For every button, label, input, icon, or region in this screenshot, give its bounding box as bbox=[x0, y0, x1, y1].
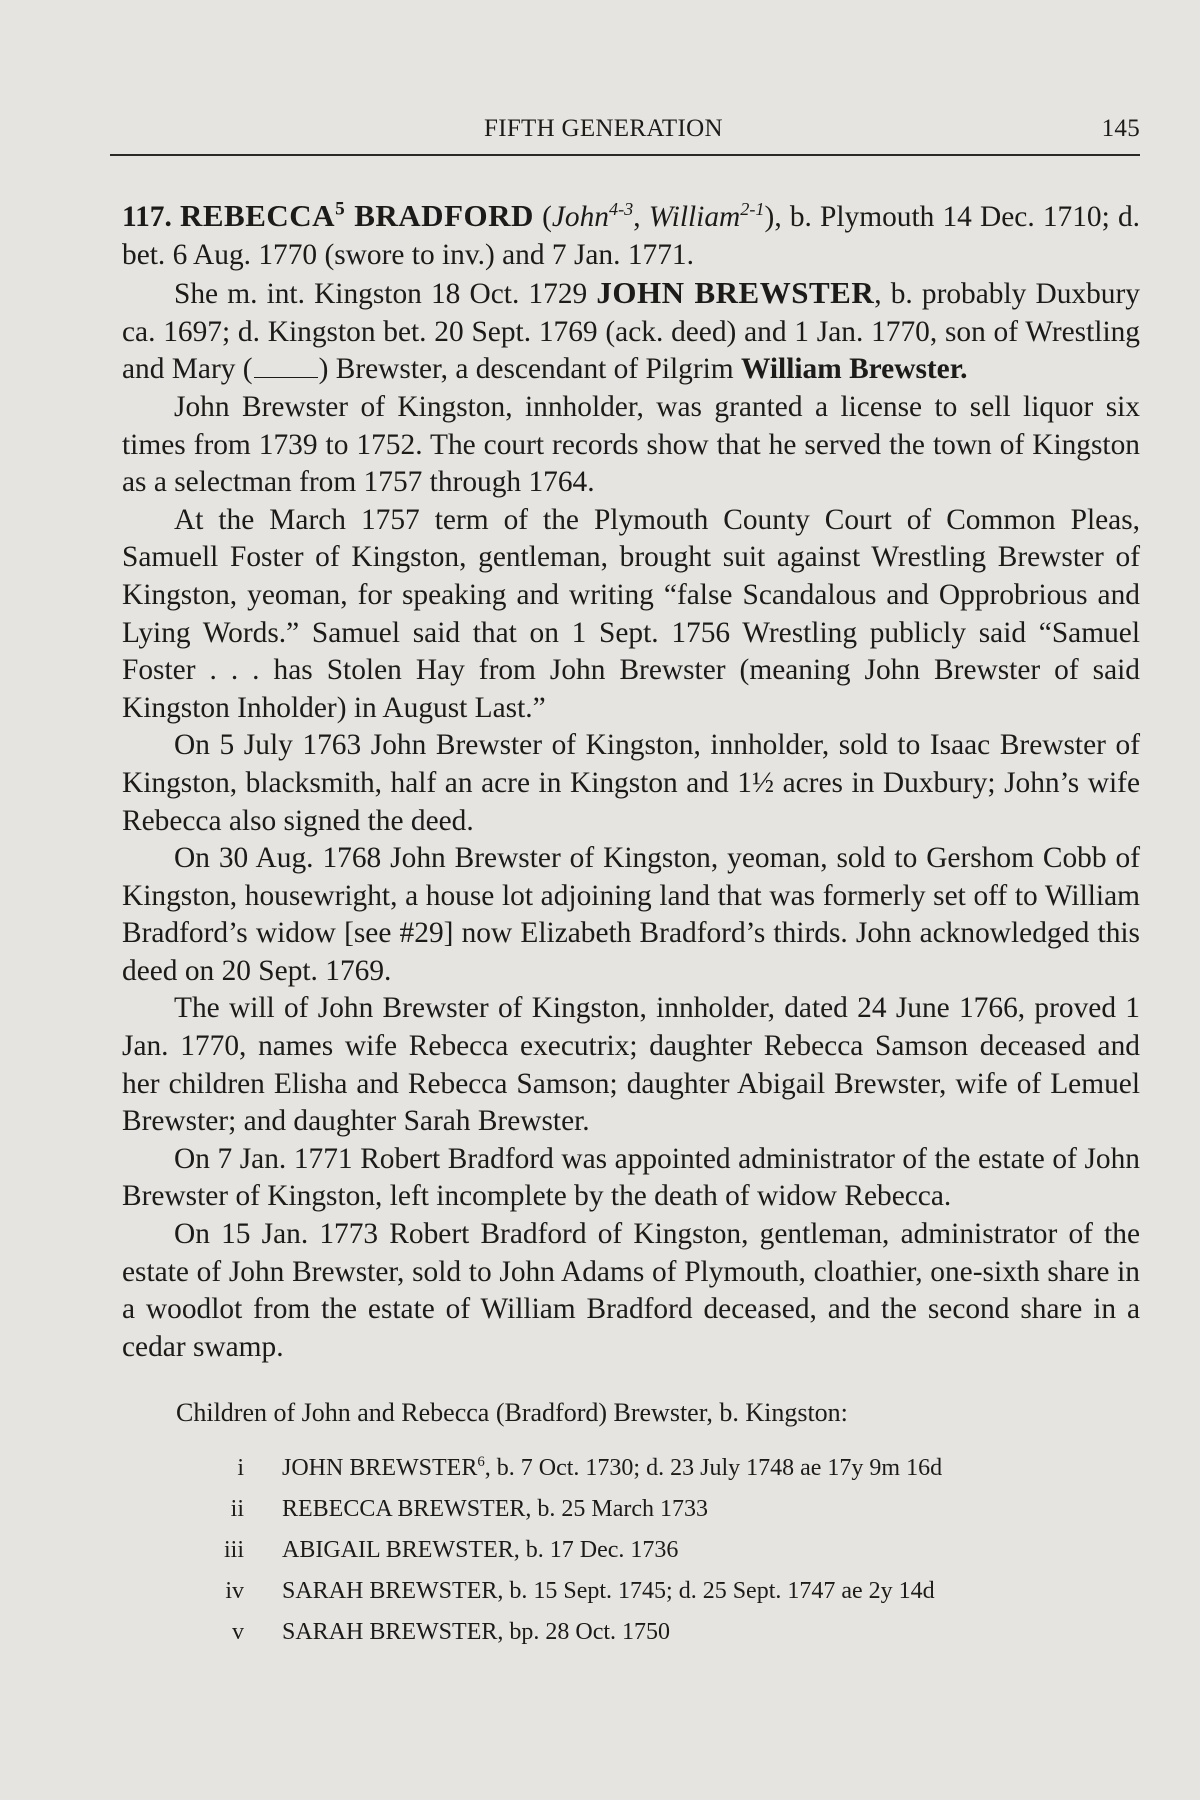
child-text bbox=[282, 1448, 942, 1489]
child-number: v bbox=[232, 1619, 244, 1646]
child-text bbox=[282, 1571, 935, 1612]
entry-surname: BRADFORD bbox=[354, 198, 534, 233]
entry-body bbox=[122, 197, 1140, 1366]
children-intro: Children of John and Rebecca (Bradford) Brewster, b. Kingston: bbox=[176, 1398, 848, 1428]
entry-given-name: REBECCA bbox=[179, 198, 336, 233]
lineage-father: John bbox=[551, 201, 609, 233]
child-number: i bbox=[237, 1455, 244, 1482]
child-name: SARAH BREWSTER bbox=[282, 1619, 498, 1646]
marriage-post: ) Brewster, a descendant of Pilgrim bbox=[318, 353, 742, 386]
child-text bbox=[282, 1530, 678, 1571]
child-name: ABIGAIL BREWSTER bbox=[282, 1537, 514, 1564]
entry-heading bbox=[122, 197, 1140, 274]
child-details: , b. 7 Oct. 1730; d. 23 July 1748 ae 17y 9m 16d bbox=[484, 1455, 943, 1482]
blank-surname-line bbox=[254, 357, 318, 378]
running-head bbox=[122, 110, 1140, 154]
entry-number: 117. bbox=[122, 201, 172, 233]
lineage-grandfather-sup: 2-1 bbox=[740, 199, 765, 220]
child-generation-sup: 6 bbox=[477, 1454, 485, 1471]
pilgrim-name: William Brewster. bbox=[741, 353, 968, 386]
child-number: iv bbox=[225, 1578, 244, 1605]
child-details: , b. 15 Sept. 1745; d. 25 Sept. 1747 ae 2y 14d bbox=[497, 1578, 935, 1605]
child-item bbox=[122, 1448, 1140, 1489]
generation-sup: 5 bbox=[335, 198, 346, 220]
paragraph: On 7 Jan. 1771 Robert Bradford was appointed administrator of the estate of John Brewster of Kingston, left incomplete by the death of widow Rebecca. bbox=[122, 1142, 1140, 1213]
lineage-grandfather: William bbox=[648, 201, 741, 233]
child-item bbox=[122, 1571, 1140, 1612]
child-details: , bp. 28 Oct. 1750 bbox=[497, 1619, 671, 1646]
child-number: ii bbox=[230, 1496, 244, 1523]
child-name: REBECCA BREWSTER bbox=[282, 1496, 526, 1523]
paragraph: On 15 Jan. 1773 Robert Bradford of Kingston, gentleman, administrator of the estate of John Brewster, sold to John Adams of Plymouth, cloathier, one-sixth share in a woodlot from the estate of William Bradford deceased, and the second share in a cedar swamp. bbox=[122, 1218, 1140, 1363]
child-text bbox=[282, 1612, 670, 1653]
child-number: iii bbox=[223, 1537, 244, 1564]
page-number: 145 bbox=[1101, 115, 1140, 142]
child-item bbox=[122, 1489, 1140, 1530]
child-text bbox=[282, 1489, 708, 1530]
marriage-mid: , b. probably Duxbury ca. 1697; d. Kingston bet. 20 Sept. 1769 (ack. deed) and 1 Jan. 1770, son of Wrestling and Mary ( bbox=[122, 278, 1140, 386]
lineage-comma: , bbox=[633, 201, 649, 233]
children-list bbox=[122, 1448, 1140, 1653]
paragraph: On 30 Aug. 1768 John Brewster of Kingston, yeoman, sold to Gershom Cobb of Kingston, housewright, a house lot adjoining land that was formerly set off to William Bradford’s widow [see #29] now Elizabeth Bradford’s thirds. John acknowledged this deed on 20 Sept. 1769. bbox=[122, 842, 1140, 987]
child-name: SARAH BREWSTER bbox=[282, 1578, 498, 1605]
lineage-father-sup: 4-3 bbox=[609, 199, 634, 220]
marriage-paragraph bbox=[122, 274, 1140, 389]
child-item bbox=[122, 1612, 1140, 1653]
lineage-open: ( bbox=[542, 201, 552, 233]
child-item bbox=[122, 1530, 1140, 1571]
entry-vitals: ), b. Plymouth 14 Dec. 1710; d. bet. 6 Aug. 1770 (swore to inv.) and 7 Jan. 1771. bbox=[122, 201, 1140, 271]
header-rule bbox=[110, 154, 1140, 156]
paragraph: John Brewster of Kingston, innholder, was granted a license to sell liquor six times from 1739 to 1752. The court records show that he served the town of Kingston as a selectman from 1757 through 1764. bbox=[122, 390, 1140, 499]
paragraph: On 5 July 1763 John Brewster of Kingston, innholder, sold to Isaac Brewster of Kingston, blacksmith, half an acre in Kingston and 1½ acres in Duxbury; John’s wife Rebecca also signed the deed. bbox=[122, 729, 1140, 837]
spouse-name: JOHN BREWSTER bbox=[596, 275, 875, 311]
chapter-title: FIFTH GENERATION bbox=[484, 115, 723, 142]
child-details: , b. 25 March 1733 bbox=[525, 1496, 709, 1523]
entry-name bbox=[180, 198, 534, 233]
paragraph: The will of John Brewster of Kingston, innholder, dated 24 June 1766, proved 1 Jan. 1770, names wife Rebecca executrix; daughter Rebecca Samson deceased and her children Elisha and Rebecca Samson; daughter Abigail Brewster, wife of Lemuel Brewster; and daughter Sarah Brewster. bbox=[122, 992, 1140, 1138]
child-name: JOHN BREWSTER bbox=[282, 1455, 478, 1482]
marriage-pre: She m. int. Kingston 18 Oct. 1729 bbox=[174, 278, 597, 311]
child-details: , b. 17 Dec. 1736 bbox=[513, 1537, 679, 1564]
paragraph: At the March 1757 term of the Plymouth County Court of Common Pleas, Samuell Foster of Kingston, gentleman, brought suit against Wrestling Brewster of Kingston, yeoman, for speaking and writing “false Scandalous and Opprobrious and Lying Words.” Samuel said that on 1 Sept. 1756 Wrestling publicly said “Samuel Foster . . . has Stolen Hay from John Brewster (meaning John Brewster of said Kingston Inholder) in August Last.” bbox=[122, 503, 1140, 724]
